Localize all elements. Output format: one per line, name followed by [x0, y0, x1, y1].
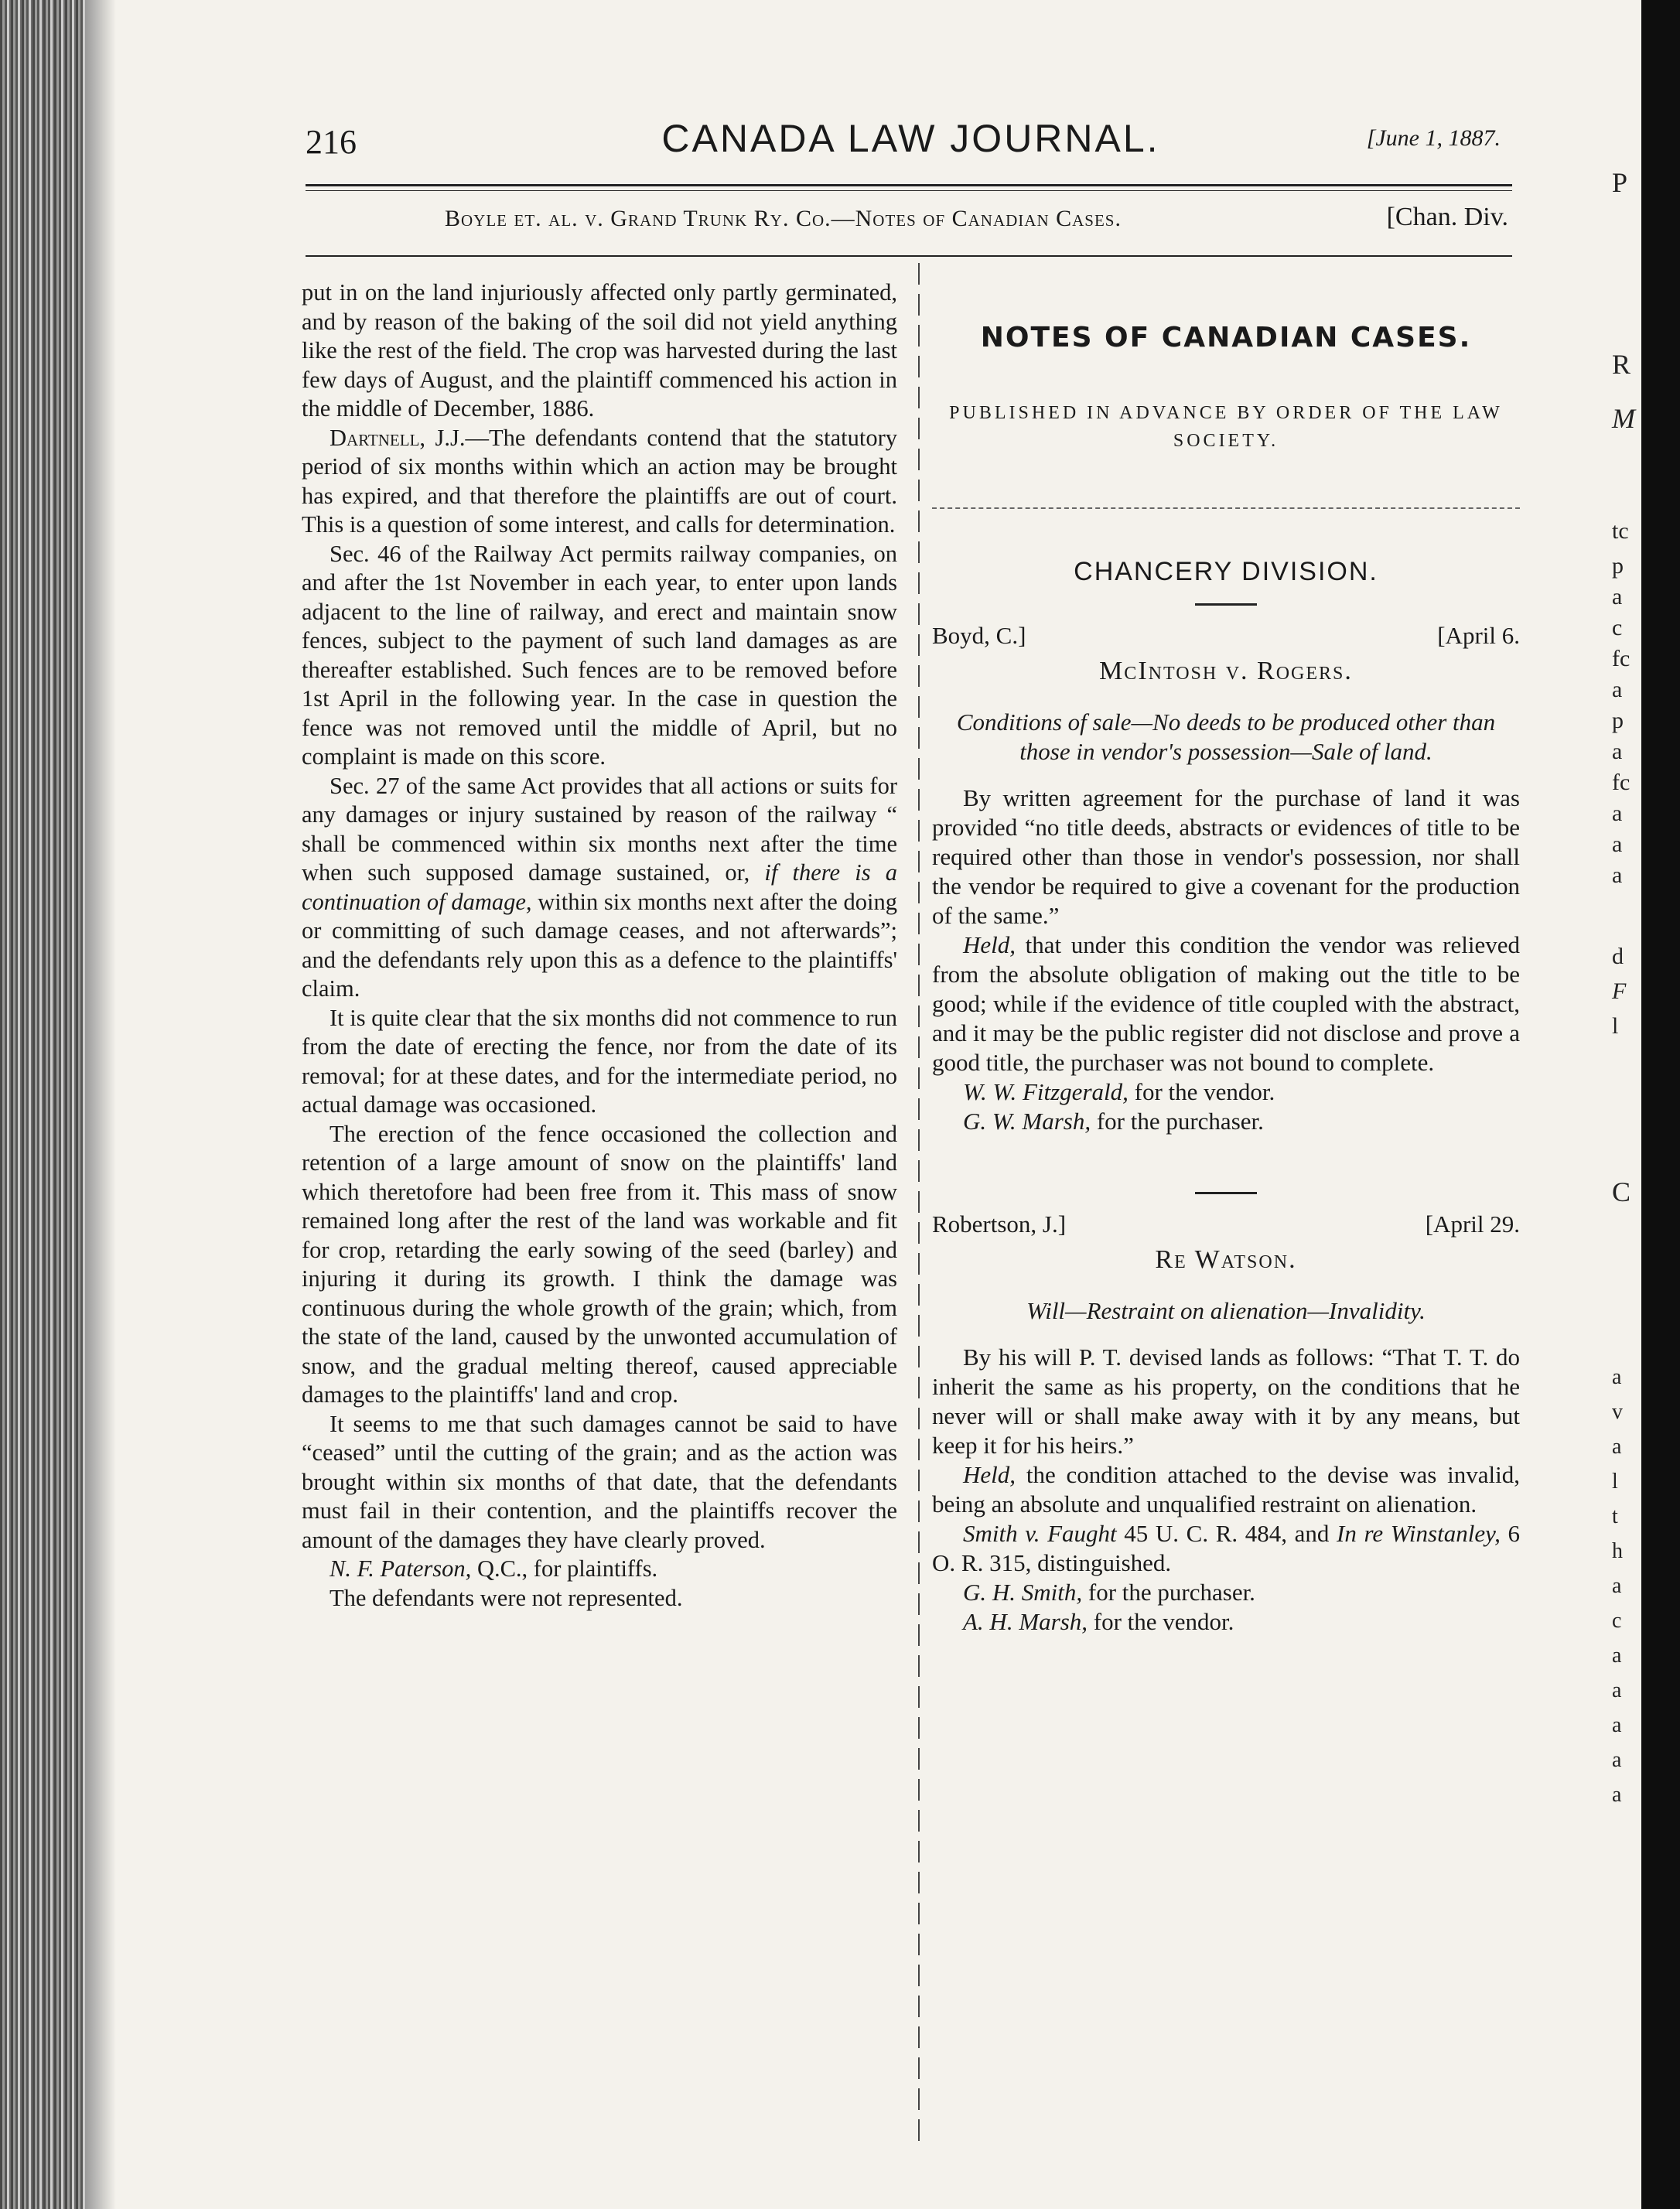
- margin-fragment: p: [1612, 553, 1624, 579]
- page-header: [306, 116, 1516, 170]
- margin-fragment: p: [1612, 708, 1624, 733]
- counsel-line: [932, 1107, 1520, 1136]
- margin-fragment: a: [1612, 1713, 1622, 1737]
- margin-fragment: a: [1612, 831, 1623, 857]
- paragraph-text: Sec. 27 of the same Act provides that all actions or suits for any damages or injury sustained by reason of the railway “ shall be commenced within six months next after the time when such supposed damage sustained, or,: [302, 772, 897, 886]
- margin-fragment: a: [1612, 584, 1623, 609]
- paragraph: [932, 1460, 1520, 1519]
- held-label: Held,: [963, 1461, 1016, 1488]
- margin-fragment: tc: [1612, 518, 1629, 544]
- margin-fragment: l: [1612, 1470, 1618, 1494]
- paragraph: By written agreement for the purchase of land it was provided “no title deeds, abstracts or evidences of title to be required other than those in vendor's possession, nor shall the vendor be required to give a covenant for the production of the same.”: [932, 784, 1520, 929]
- case-date: [April 6.: [1437, 622, 1520, 649]
- margin-fragment: R: [1612, 349, 1631, 380]
- margin-fragment: c: [1612, 615, 1623, 640]
- facing-page-margin: [1609, 0, 1641, 2209]
- paragraph-text: that under this condition the vendor was relieved from the absolute obligation of making out the title to be good; while if the evidence of title coupled with the abstract, and it may be the public register did not disclose and prove a good title, the purchaser was not bound to complete.: [932, 931, 1520, 1076]
- counsel-line: [302, 1555, 897, 1584]
- margin-fragment: P: [1612, 167, 1628, 198]
- counsel-name: G. H. Smith,: [963, 1579, 1083, 1606]
- counsel-line: [932, 1578, 1520, 1607]
- counsel-role: for the vendor.: [1128, 1078, 1275, 1105]
- paragraph-text: within six months next after the doing or committing of such damage ceases, and not afterwards”; and the defendants rely upon this as a defence to the plaintiffs' claim.: [302, 888, 897, 1002]
- margin-fragment: a: [1612, 1574, 1622, 1598]
- counsel-role: for the purchaser.: [1091, 1108, 1264, 1135]
- held-label: Held,: [963, 931, 1016, 958]
- header-rule-thin: [306, 190, 1512, 191]
- paragraph: The defendants were not represented.: [330, 1584, 683, 1611]
- margin-fragment: h: [1612, 1539, 1623, 1563]
- margin-fragment: v: [1612, 1400, 1623, 1424]
- headnote: Conditions of sale—No deeds to be produced other than those in vendor's possession—Sale of land.: [956, 708, 1496, 765]
- citation: Smith v. Faught: [963, 1520, 1117, 1547]
- margin-fragment: a: [1612, 801, 1623, 826]
- margin-fragment: t: [1612, 1504, 1618, 1528]
- left-column: [302, 278, 897, 1613]
- section-title: NOTES OF CANADIAN CASES.: [980, 322, 1472, 353]
- scan-edge-bar: [1641, 0, 1680, 2209]
- published-note: PUBLISHED IN ADVANCE BY ORDER OF THE LAW SOCIETY.: [949, 403, 1503, 451]
- citation-line: [932, 1519, 1520, 1578]
- counsel-name: G. W. Marsh,: [963, 1108, 1091, 1135]
- paragraph: The erection of the fence occasioned the collection and retention of a large amount of snow on the plaintiffs' land which theretofore had been free from it. This mass of snow remained long after the rest of the land was workable and fit for crop, retarding the early sowing of the seed (barley) and injuring it during its growth. I think the damage was continuous during the whole growth of the grain; which, from the state of the land, caused by the unwonted accumulation of snow, and the gradual melting thereof, caused appreciable damages to the plaintiffs' land and crop.: [302, 1120, 897, 1408]
- header-rule-top: [306, 184, 1512, 186]
- case-name: McIntosh v. Rogers.: [1099, 657, 1353, 685]
- book-spine-shadow: [0, 0, 85, 2209]
- margin-fragment: a: [1612, 862, 1623, 888]
- counsel-role: for the purchaser.: [1082, 1579, 1255, 1606]
- counsel-line: [932, 1607, 1520, 1637]
- margin-fragment: a: [1612, 1365, 1622, 1389]
- running-head-rule: [306, 255, 1512, 257]
- judge-name: Dartnell, J.J.: [330, 424, 466, 451]
- running-title: Boyle et. al. v. Grand Trunk Ry. Co.—Notes of Canadian Cases.: [445, 206, 1122, 231]
- counsel-name: W. W. Fitzgerald,: [963, 1078, 1129, 1105]
- margin-fragment: a: [1612, 1644, 1622, 1668]
- margin-fragment: l: [1612, 1013, 1619, 1039]
- page-number: 216: [306, 123, 357, 161]
- counsel-line: [932, 1077, 1520, 1107]
- running-head: [306, 203, 1516, 241]
- paragraph: [932, 930, 1520, 1077]
- gutter-shading: [85, 0, 116, 2209]
- paragraph: Sec. 46 of the Railway Act permits railway companies, on and after the 1st November in each year, to enter upon lands adjacent to the line of railway, and erect and maintain snow fences, subject to the payment of such land damages as are thereafter established. Such fences are to be removed before 1st April in the following year. In the case in question the fence was not removed until the middle of April, but no complaint is made on this score.: [302, 540, 897, 770]
- counsel-name: A. H. Marsh,: [963, 1608, 1088, 1635]
- section-rule: [932, 507, 1520, 509]
- citation: In re Winstanley,: [1337, 1520, 1501, 1547]
- case-date: [April 29.: [1425, 1210, 1520, 1238]
- running-division: [Chan. Div.: [1386, 203, 1508, 231]
- case-header: [932, 1210, 1520, 1241]
- margin-fragment: a: [1612, 1748, 1622, 1772]
- column-divider: [918, 263, 920, 2142]
- short-rule: [1195, 603, 1257, 606]
- judge-name: Robertson, J.]: [932, 1210, 1067, 1238]
- margin-fragment: fc: [1612, 646, 1630, 671]
- counsel-role: for the vendor.: [1088, 1608, 1234, 1635]
- paragraph: [302, 424, 897, 540]
- margin-fragment: a: [1612, 739, 1623, 764]
- paragraph: It seems to me that such damages cannot be said to have “ceased” until the cutting of the grain; and as the action was brought within six months of that date, that the defendants must fail in their contention, and the plaintiffs recover the amount of the damages they have clearly proved.: [302, 1410, 897, 1553]
- citation-ref: 6 O. R. 315, distinguished.: [932, 1520, 1521, 1576]
- short-rule: [1195, 1192, 1257, 1194]
- division-title: CHANCERY DIVISION.: [1074, 557, 1378, 586]
- paragraph: put in on the land injuriously affected only partly germinated, and by reason of the baking of the soil did not yield anything like the rest of the field. The crop was harvested during the last few days of August, and the plaintiff commenced his action in the middle of December, 1886.: [302, 279, 897, 422]
- margin-fragment: a: [1612, 1678, 1622, 1702]
- margin-fragment: F: [1612, 978, 1627, 1004]
- margin-fragment: M: [1612, 403, 1635, 434]
- judge-name: Boyd, C.]: [932, 622, 1026, 649]
- margin-fragment: a: [1612, 677, 1623, 702]
- italic-quote: if there is a continuation of damage,: [302, 859, 897, 915]
- headnote: Will—Restraint on alienation—Invalidity.: [1026, 1297, 1426, 1324]
- paragraph: It is quite clear that the six months did not commence to run from the date of erecting the fence, nor from the date of its removal; for at these dates, and for the intermediate period, no actual damage was occasioned.: [302, 1004, 897, 1118]
- issue-date: [June 1, 1887.: [1366, 125, 1501, 151]
- right-column: [932, 278, 1520, 1637]
- paragraph: [302, 772, 897, 1004]
- journal-title: CANADA LAW JOURNAL.: [661, 117, 1160, 160]
- margin-fragment: c: [1612, 1609, 1622, 1633]
- paragraph-text: —The defendants contend that the statutory period of six months within which an action may be brought has expired, and that therefore the plaintiffs are out of court. This is a question of some interest, and calls for determination.: [302, 424, 898, 538]
- margin-fragment: d: [1612, 944, 1624, 969]
- case-name: Re Watson.: [1155, 1245, 1297, 1274]
- paragraph: By his will P. T. devised lands as follows: “That T. T. do inherit the same as his property, on the conditions that he never will or shall make away with it by any means, but keep it for his heirs.”: [932, 1343, 1520, 1459]
- margin-fragment: a: [1612, 1783, 1622, 1807]
- margin-fragment: fc: [1612, 770, 1630, 795]
- case-header: [932, 621, 1520, 652]
- counsel-role: Q.C., for plaintiffs.: [471, 1555, 658, 1582]
- counsel-name: N. F. Paterson,: [330, 1555, 472, 1582]
- citation-ref: 45 U. C. R. 484, and: [1116, 1520, 1337, 1547]
- margin-fragment: C: [1612, 1176, 1631, 1207]
- paragraph-text: the condition attached to the devise was invalid, being an absolute and unqualified restraint on alienation.: [932, 1461, 1520, 1518]
- margin-fragment: a: [1612, 1435, 1622, 1459]
